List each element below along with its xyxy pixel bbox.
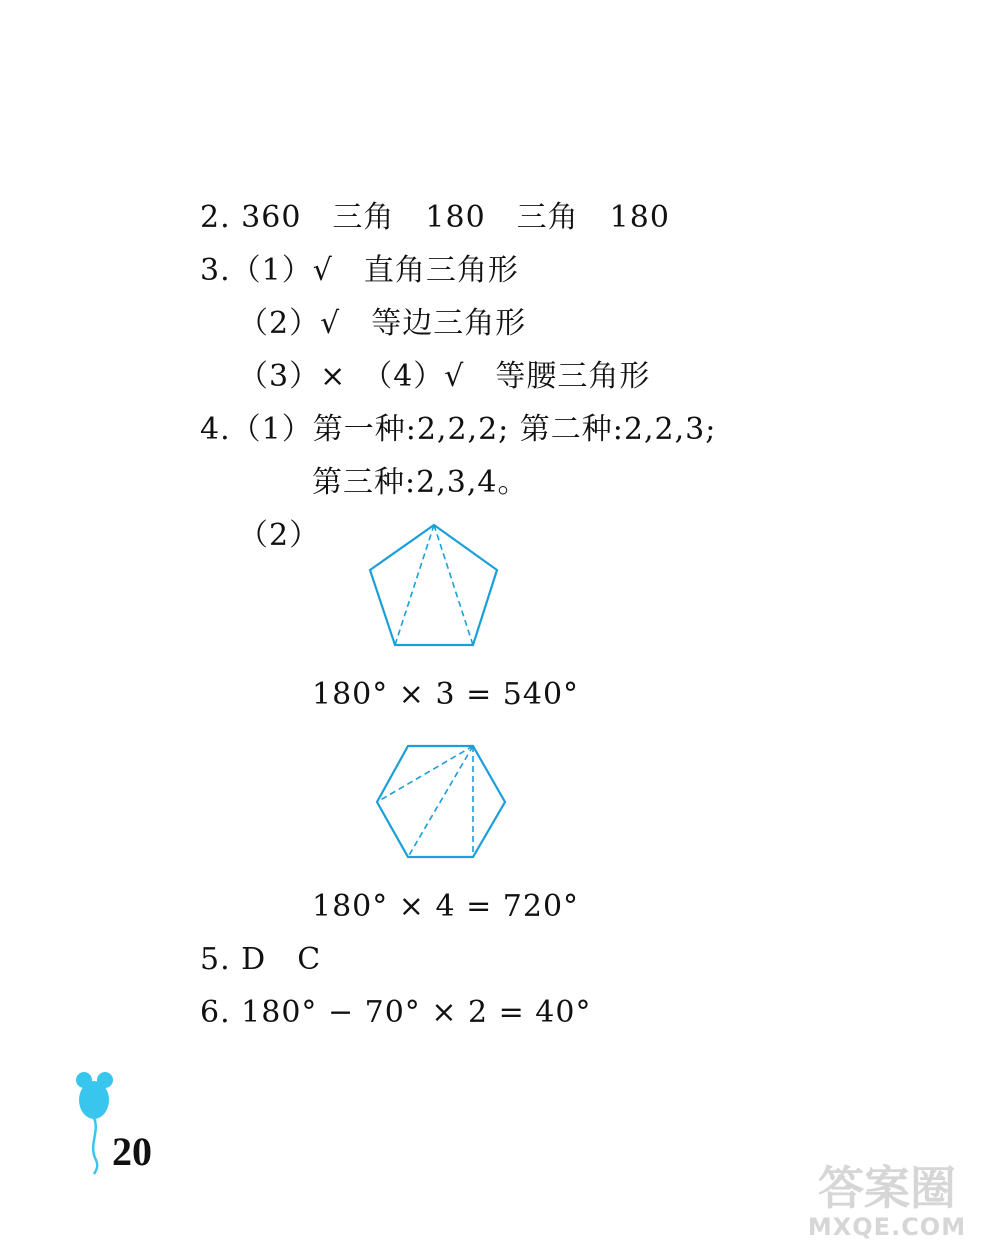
- watermark-url: MXQE.COM: [807, 1213, 967, 1241]
- pentagon-outline: [370, 525, 497, 645]
- answer-line-q4-1a: 4.（1）第一种:2,2,2; 第二种:2,2,3;: [200, 412, 717, 447]
- answer-line-q3-1: 3.（1）√ 直角三角形: [200, 253, 519, 288]
- watermark: [792, 1162, 982, 1240]
- page-number: 20: [112, 1129, 152, 1174]
- answer-line-q4-2: （2）: [238, 518, 321, 553]
- answer-line-q2: 2. 360 三角 180 三角 180: [200, 200, 670, 235]
- pentagon-diagram: [360, 515, 510, 655]
- answer-line-q3-2: （2）√ 等边三角形: [238, 306, 527, 341]
- answer-line-q3-3: （3）× （4）√ 等腰三角形: [238, 359, 651, 394]
- hexagon-diagram: [370, 740, 515, 865]
- answer-line-q4-1b: 第三种:2,3,4。: [312, 465, 529, 500]
- watermark-cn: 答案圈: [818, 1161, 956, 1215]
- answer-line-q6: 6. 180° − 70° × 2 = 40°: [200, 995, 592, 1030]
- pentagon-equation: 180° × 3 = 540°: [312, 677, 580, 712]
- mouse-decoration-icon: [74, 1070, 116, 1175]
- answer-line-q5: 5. D C: [200, 942, 322, 977]
- hexagon-diagonal-2: [408, 746, 473, 857]
- pentagon-diagonal-left: [395, 525, 434, 645]
- pentagon-diagonal-right: [434, 525, 473, 645]
- hexagon-equation: 180° × 4 = 720°: [312, 889, 580, 924]
